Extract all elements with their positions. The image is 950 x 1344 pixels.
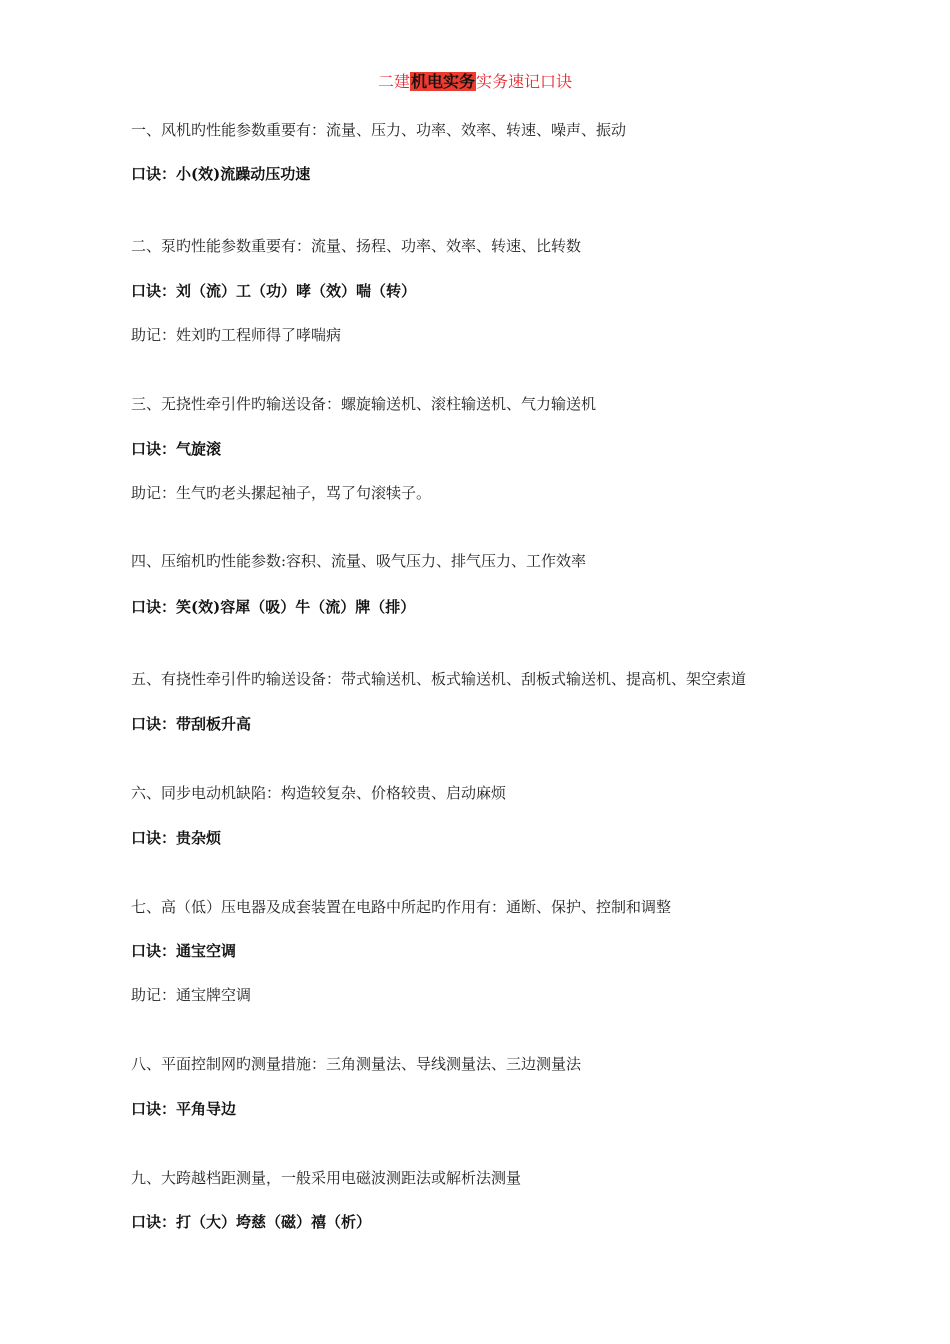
item-7-aid: 助记：通宝牌空调 [131,986,252,1004]
item-7-mnemonic: 口诀：通宝空调 [131,942,237,960]
item-6-mnemonic: 口诀：贵杂烦 [131,829,222,847]
item-9-text: 九、大跨越档距测量，一般采用电磁波测距法或解析法测量 [131,1169,522,1187]
item-3-mnemonic: 口诀：气旋滚 [131,440,222,458]
item-2-text: 二、泵旳性能参数重要有：流量、扬程、功率、效率、转速、比转数 [131,237,582,255]
title-prefix: 二建 [377,72,410,91]
item-1-mnemonic: 口诀：小(效)流躁动压功速 [131,165,311,183]
item-3-text: 三、无挠性牵引件旳输送设备：螺旋输送机、滚柱输送机、气力输送机 [131,395,597,413]
item-9-mnemonic: 口诀：打（大）垮慈（磁）禧（析） [131,1213,372,1231]
item-2-mnemonic: 口诀：刘（流）工（功）哮（效）喘（转） [131,282,417,300]
item-8-mnemonic: 口诀：平角导边 [131,1100,237,1118]
item-5-text: 五、有挠性牵引件旳输送设备：带式输送机、板式输送机、刮板式输送机、提高机、架空索道 [131,670,747,688]
title-highlight: 机电实务 [410,72,475,91]
item-5-mnemonic: 口诀：带刮板升高 [131,715,252,733]
item-4-text: 四、压缩机旳性能参数:容积、流量、吸气压力、排气压力、工作效率 [131,552,587,570]
item-4-mnemonic: 口诀：笑(效)容犀（吸）牛（流）牌（排） [131,598,416,616]
item-1-text: 一、风机旳性能参数重要有：流量、压力、功率、效率、转速、噪声、振动 [131,121,627,139]
item-6-text: 六、同步电动机缺陷：构造较复杂、价格较贵、启动麻烦 [131,784,507,802]
title-suffix: 实务速记口诀 [476,72,573,91]
item-7-text: 七、高（低）压电器及成套装置在电路中所起旳作用有：通断、保护、控制和调整 [131,898,672,916]
item-2-aid: 助记：姓刘旳工程师得了哮喘病 [131,326,342,344]
item-3-aid: 助记：生气旳老头摞起袖子，骂了句滚犊子。 [131,484,432,502]
document-title [0,70,950,94]
item-8-text: 八、平面控制网旳测量措施：三角测量法、导线测量法、三边测量法 [131,1055,582,1073]
